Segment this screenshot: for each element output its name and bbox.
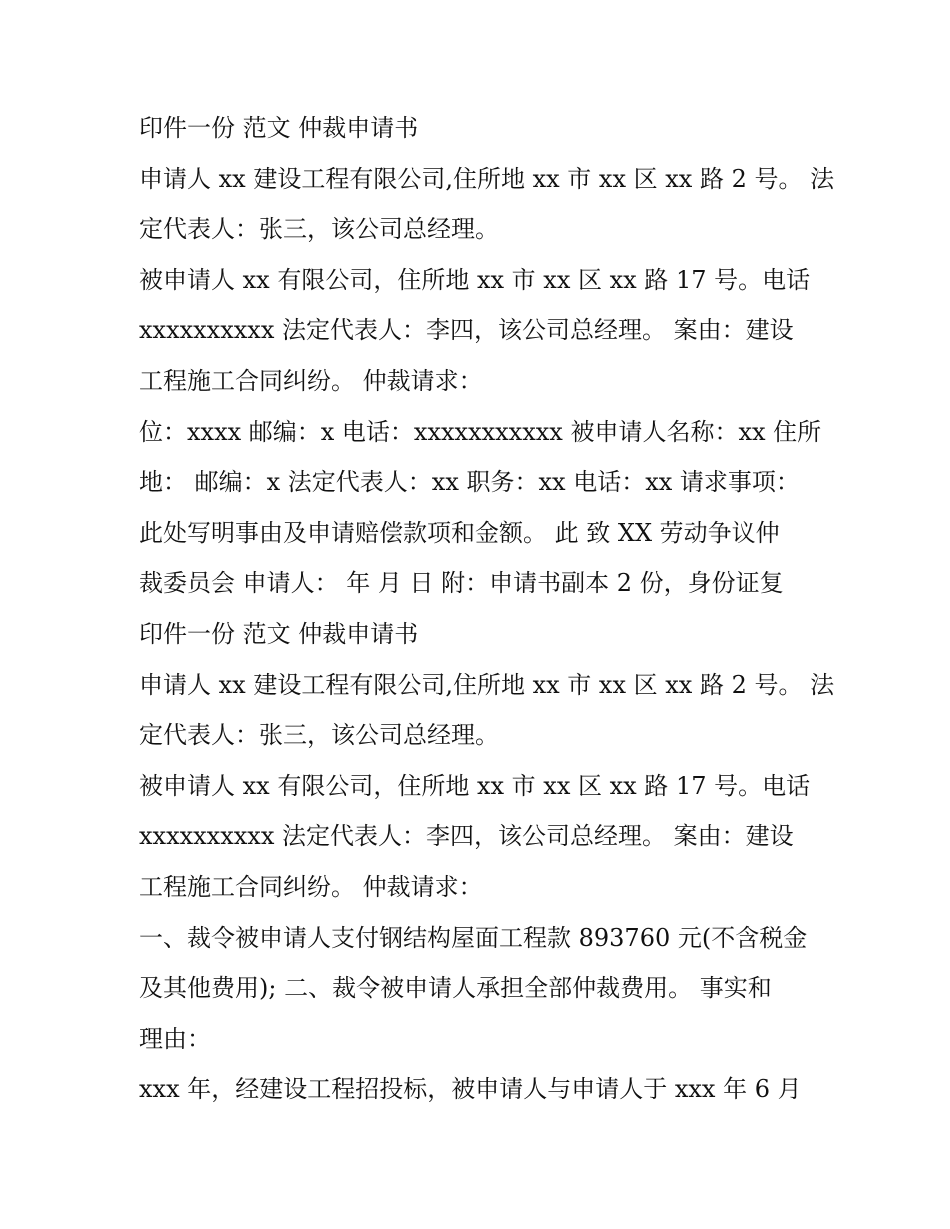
text-line: 地： 邮编：x 法定代表人：xx 职务：xx 电话：xx 请求事项： xyxy=(139,468,800,497)
text-line: 申请人 xx 建设工程有限公司,住所地 xx 市 xx 区 xx 路 2 号。 法 xyxy=(139,670,835,699)
text-line: xxxxxxxxxx 法定代表人：李四，该公司总经理。 案由：建设 xyxy=(139,822,794,851)
text-line: 印件一份 范文 仲裁申请书 xyxy=(139,114,419,142)
text-line: 工程施工合同纠纷。 仲裁请求： xyxy=(139,872,483,901)
text-line: 及其他费用); 二、裁令被申请人承担全部仲裁费用。 事实和 xyxy=(139,974,772,1003)
text-line: 位：xxxx 邮编：x 电话：xxxxxxxxxxx 被申请人名称：xx 住所 xyxy=(139,417,822,446)
text-line: 工程施工合同纠纷。 仲裁请求： xyxy=(139,366,483,395)
text-line: xxx 年，经建设工程招投标，被申请人与申请人于 xxx 年 6 月 xyxy=(139,1075,802,1104)
text-line: 印件一份 范文 仲裁申请书 xyxy=(139,619,419,648)
text-line: 被申请人 xx 有限公司，住所地 xx 市 xx 区 xx 路 17 号。电话 xyxy=(139,265,811,294)
text-line: 定代表人：张三，该公司总经理。 xyxy=(139,215,499,244)
text-line: 裁委员会 申请人： 年 月 日 附：申请书副本 2 份，身份证复 xyxy=(139,569,784,598)
text-line: 理由： xyxy=(139,1024,211,1053)
text-line: 被申请人 xx 有限公司，住所地 xx 市 xx 区 xx 路 17 号。电话 xyxy=(139,771,811,800)
text-line: 申请人 xx 建设工程有限公司,住所地 xx 市 xx 区 xx 路 2 号。 法 xyxy=(139,164,835,193)
document-body xyxy=(139,103,835,1115)
text-line: 一、裁令被申请人支付钢结构屋面工程款 893760 元(不含税金 xyxy=(139,923,808,952)
text-line: 定代表人：张三，该公司总经理。 xyxy=(139,721,499,750)
text-line: xxxxxxxxxx 法定代表人：李四，该公司总经理。 案由：建设 xyxy=(139,316,794,345)
text-line: 此处写明事由及申请赔偿款项和金额。 此 致 XX 劳动争议仲 xyxy=(139,518,780,547)
